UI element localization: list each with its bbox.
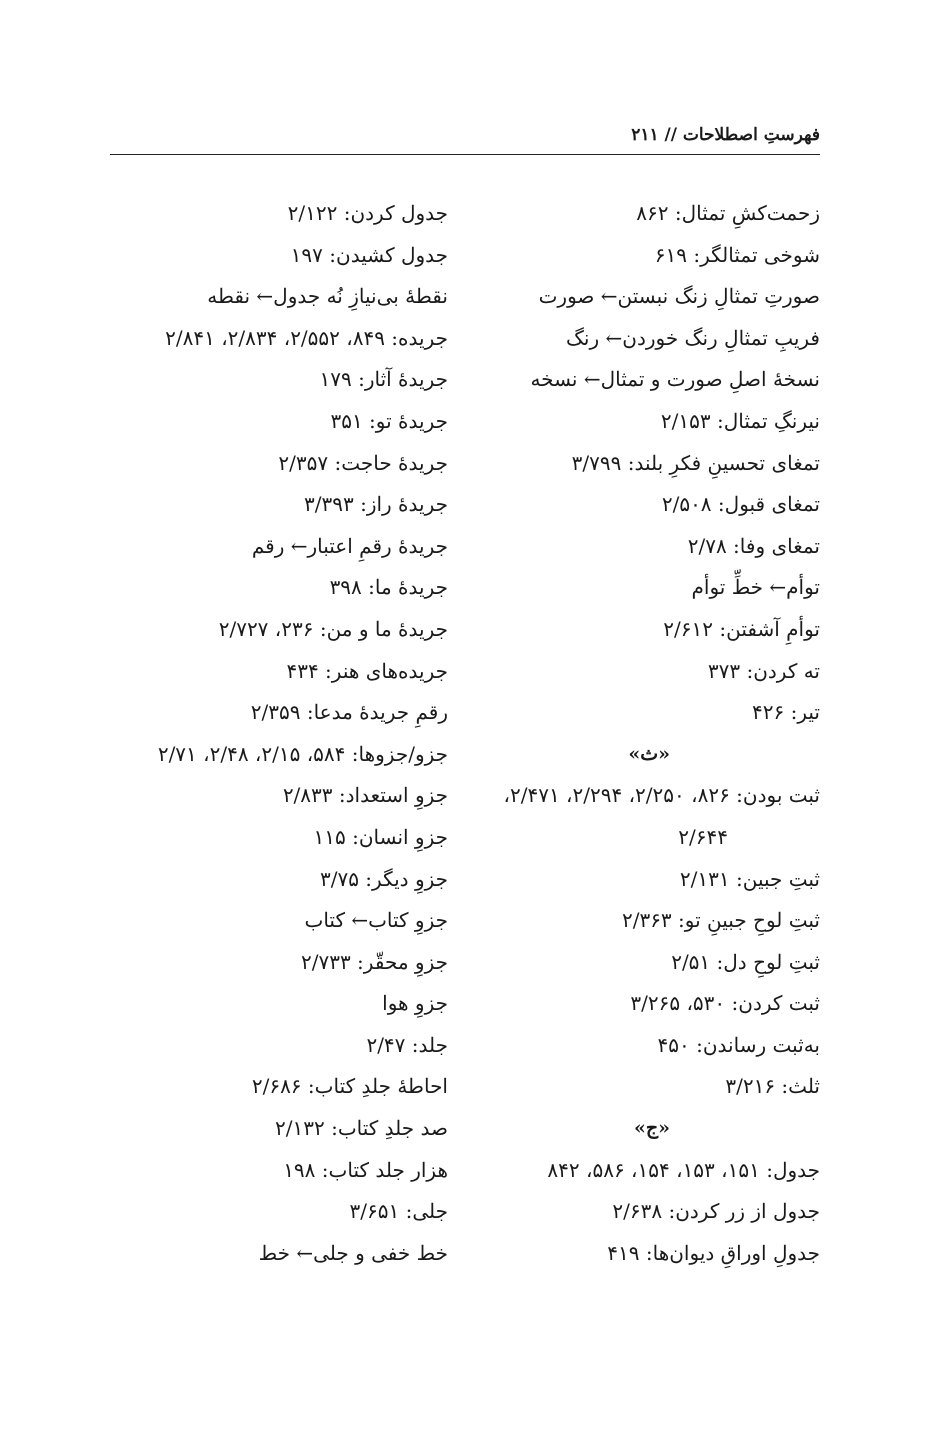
index-entry: نسخهٔ اصلِ صورت و تمثال← نسخه (530, 367, 820, 392)
index-entry: جدول: ۱۵۱، ۱۵۳، ۱۵۴، ۵۸۶، ۸۴۲ (547, 1157, 820, 1182)
index-entry: ته کردن: ۳۷۳ (707, 658, 820, 683)
index-entry: جدول کشیدن: ۱۹۷ (290, 242, 448, 267)
index-entry: جزو/جزوها: ۵۸۴، ۲/۱۵، ۲/۴۸، ۲/۷۱ (157, 741, 448, 766)
index-entry: جلی: ۳/۶۵۱ (349, 1199, 448, 1224)
index-entry: جریدهٔ ما: ۳۹۸ (329, 575, 448, 600)
index-entry-continuation: ۲/۶۴۴ (678, 824, 728, 849)
index-entry: جلد: ۲/۴۷ (366, 1032, 448, 1057)
index-entry: جدول کردن: ۲/۱۲۲ (287, 201, 448, 225)
running-header (110, 122, 820, 155)
index-entry: ثبتِ لوحِ جبینِ تو: ۲/۳۶۳ (621, 908, 820, 933)
index-entry: جزوِ محقّر: ۲/۷۳۳ (300, 949, 448, 974)
index-entry: تمغای قبول: ۲/۵۰۸ (661, 492, 820, 517)
index-entry: جریدهٔ راز: ۳/۳۹۳ (304, 492, 448, 517)
index-entry: جدولِ اوراقِ دیوان‌ها: ۴۱۹ (607, 1240, 820, 1265)
index-entry: جریدهٔ تو: ۳۵۱ (330, 408, 448, 433)
index-entry: جریدهٔ آثار: ۱۷۹ (319, 367, 448, 392)
index-entry: جزوِ انسان: ۱۱۵ (313, 824, 448, 849)
index-entry: توأم← خطِّ توأم (691, 575, 820, 600)
running-title: فهرستِ اصطلاحات // ۲۱۱ (631, 125, 820, 145)
index-entry: احاطهٔ جلدِ کتاب: ۲/۶۸۶ (251, 1074, 448, 1099)
index-entry: فریبِ تمثالِ رنگ خوردن← رنگ (566, 325, 820, 350)
index-entry: جریدهٔ رقمِ اعتبار← رقم (251, 533, 448, 558)
index-entry: جزوِ هوا (382, 991, 448, 1016)
index-entry: ثبتِ لوحِ دل: ۲/۵۱ (671, 949, 820, 974)
index-entry: جریدهٔ حاجت: ۲/۳۵۷ (278, 450, 448, 475)
index-entry: نقطهٔ بی‌نیازِ نُه جدول← نقطه (207, 284, 448, 309)
index-entry: تمغای وفا: ۲/۷۸ (687, 533, 820, 558)
index-entry: تمغای تحسینِ فکرِ بلند: ۳/۷۹۹ (571, 450, 820, 475)
index-entry: توأمِ آشفتن: ۲/۶۱۲ (663, 616, 820, 641)
index-entry: صد جلدِ کتاب: ۲/۱۳۲ (275, 1116, 448, 1141)
index-entry: صورتِ تمثالِ زنگ نبستن← صورت (538, 284, 820, 309)
index-column-left (108, 193, 448, 1274)
index-entry: ثبت کردن: ۵۳۰، ۳/۲۶۵ (630, 991, 820, 1016)
index-entry: زحمت‌کشِ تمثال: ۸۶۲ (636, 201, 820, 225)
index-entry: به‌ثبت رساندن: ۴۵۰ (657, 1032, 820, 1057)
index-entry: شوخی تمثالگر: ۶۱۹ (654, 242, 820, 267)
index-entry: جزوِ دیگر: ۳/۷۵ (319, 866, 448, 891)
index-entry: ثبتِ جبین: ۲/۱۳۱ (679, 866, 820, 891)
index-entry: جدول از زر کردن: ۲/۶۳۸ (612, 1199, 820, 1224)
index-entry: جریده: ۸۴۹، ۲/۵۵۲، ۲/۸۳۴، ۲/۸۴۱ (165, 325, 448, 350)
index-entry: ثبت بودن: ۸۲۶، ۲/۲۵۰، ۲/۲۹۴، ۲/۴۷۱، (503, 783, 820, 808)
index-entry: ثلث: ۳/۲۱۶ (725, 1074, 820, 1099)
index-entry: جریدهٔ ما و من: ۲۳۶، ۲/۷۲۷ (218, 616, 448, 641)
index-column-right (480, 193, 820, 1274)
index-entry: تیر: ۴۲۶ (752, 700, 820, 725)
section-letter-heading: «ث» (628, 742, 670, 765)
index-entry: جریده‌های هنر: ۴۳۴ (286, 658, 448, 683)
index-entry: جزوِ استعداد: ۲/۸۳۳ (282, 783, 448, 808)
index-entry: خط خفی و جلی← خط (258, 1240, 448, 1265)
index-entry: جزوِ کتاب← کتاب (304, 908, 448, 933)
index-entry: رقمِ جریدهٔ مدعا: ۲/۳۵۹ (250, 700, 448, 725)
section-letter-heading: «ج» (633, 1117, 670, 1140)
index-entry: هزار جلد کتاب: ۱۹۸ (283, 1157, 448, 1182)
index-entry: نیرنگِ تمثال: ۲/۱۵۳ (660, 408, 820, 433)
